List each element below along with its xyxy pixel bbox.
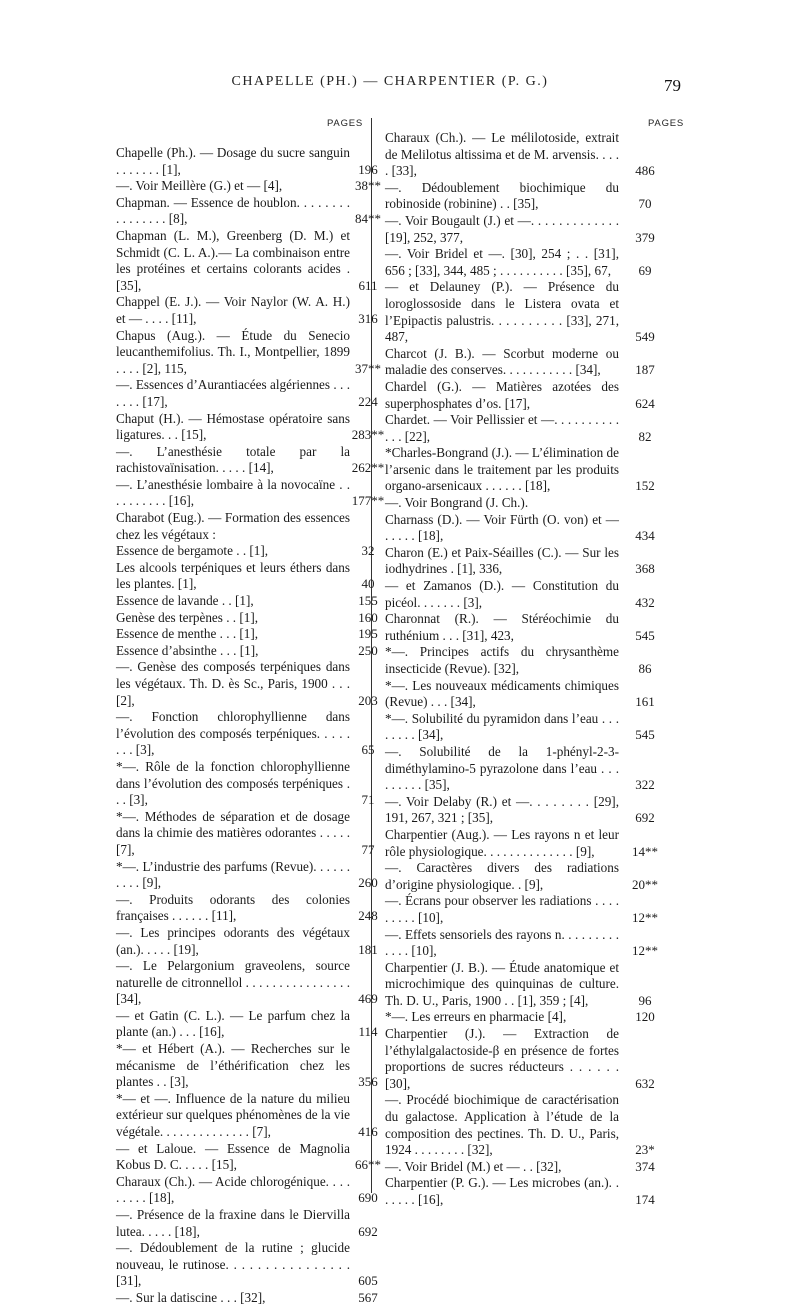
index-entry [116, 1041, 378, 1091]
entry-page: 195 [358, 626, 378, 642]
index-entry [385, 826, 658, 860]
index-entry [385, 378, 655, 412]
entry-text: Les alcools terpéniques et leurs éthers dans les plantes. [1], [116, 559, 350, 592]
index-entry [385, 544, 655, 578]
index-entry [385, 1009, 655, 1026]
entry-page: 567 [358, 1289, 378, 1305]
entry-page: 65 [361, 742, 375, 758]
entry-text: —. Voir Bridel (M.) et — . . [32], [385, 1158, 562, 1174]
index-entry [116, 958, 378, 1008]
entry-page: 20** [632, 876, 658, 892]
entry-page: 605 [358, 1273, 378, 1289]
entry-page: 120 [635, 1009, 655, 1025]
index-entry [116, 443, 385, 477]
entry-text: *— et Hébert (A.). — Recherches sur le mécanisme de l’éthérification chez les plantes . . [3], [116, 1041, 350, 1090]
index-entry [116, 609, 378, 627]
entry-text: —. L’anesthésie totale par la rachistovaïnisation. . . . . [14], [116, 443, 350, 476]
entry-text: *—. Rôle de la fonction chlorophyllienne dans l’évolution des composés terpéniques . . . [3], [116, 758, 350, 808]
entry-page: 187 [635, 362, 655, 378]
entry-page: 70 [638, 196, 652, 212]
entry-text: Charon (E.) et Paix-Séailles (C.). — Sur les iodhydrines . [1], 336, [385, 544, 619, 577]
entry-page: 12** [632, 909, 658, 925]
entry-page: 469 [358, 991, 378, 1007]
entry-text: —. Genèse des composés terpéniques dans les végétaux. Th. D. ès Sc., Paris, 1900 . . . [2], [116, 659, 350, 708]
index-entry [116, 377, 378, 410]
entry-page: 432 [635, 594, 655, 610]
index-entry [385, 445, 655, 495]
entry-page: 545 [635, 627, 655, 643]
entry-text: Charonnat (R.). — Stéréochimie du ruthénium . . . [31], 423, [385, 611, 619, 643]
index-entry [385, 677, 655, 711]
index-entry [116, 327, 381, 378]
index-entry [116, 543, 375, 560]
entry-text: Chapman (L. M.), Greenberg (D. M.) et Schmidt (C. L. A.).— La combinaison entre les protéines et certains colorants acides . [35], [116, 227, 350, 293]
index-column-left [116, 145, 385, 1307]
entry-text: — et Delauney (P.). — Présence du loroglossoside dans le Listera ovata et l’Epipactis palustris. . . . . . . . . . [33], 271, 487, [385, 279, 619, 345]
entry-text: —. Voir Delaby (R.) et —. . . . . . . . [29], 191, 267, 321 ; [35], [385, 793, 619, 826]
entry-text: —. Écrans pour observer les radiations . . . . . . . . . [10], [385, 893, 619, 925]
index-entry [385, 860, 658, 893]
index-entry [385, 130, 655, 180]
entry-page: 84** [355, 211, 381, 227]
entry-page: 692 [635, 810, 655, 826]
entry-text: *— et —. Influence de la nature du milieu extérieur sur quelques phénomènes de la vie végétale. . . . . . . . . . . . . . [7], [116, 1090, 350, 1140]
index-entry [385, 1092, 655, 1158]
entry-page: 203 [358, 692, 378, 708]
index-entry [116, 510, 350, 543]
index-entry [385, 926, 658, 960]
entry-page: 181 [358, 941, 378, 957]
index-entry [116, 194, 381, 228]
index-entry [116, 891, 378, 925]
entry-text: Essence de bergamote . . [1], [116, 543, 269, 559]
entry-text: —. Voir Bongrand (J. Ch.). [385, 495, 529, 511]
entry-text: *—. Solubilité du pyramidon dans l’eau . . . . . . . . [34], [385, 710, 619, 743]
index-entry [116, 476, 385, 510]
index-entry [385, 743, 655, 794]
entry-text: —. Voir Bougault (J.) et —. . . . . . . . . . . . . [19], 252, 377, [385, 212, 619, 245]
index-entry [116, 1207, 378, 1240]
index-entry [385, 1158, 655, 1176]
entry-text: Chapman. — Essence de houblon. . . . . . . . . . . . . . . . [8], [116, 194, 350, 227]
index-entry [385, 179, 652, 213]
entry-text: Chardet. — Voir Pellissier et —. . . . . . . . . . . . . [22], [385, 412, 619, 444]
index-entry [116, 659, 378, 709]
entry-page: 69 [638, 262, 652, 278]
pages-column-header-right: PAGES [648, 118, 685, 129]
entry-page: 32 [361, 543, 375, 559]
entry-text: Essence de lavande . . [1], [116, 593, 254, 609]
index-entry [116, 559, 375, 593]
entry-page: 177** [351, 493, 385, 509]
index-entry [385, 1175, 655, 1208]
entry-page: 37** [355, 360, 381, 376]
entry-text: Chapelle (Ph.). — Dosage du sucre sanguin . . . . . . . [1], [116, 145, 350, 177]
entry-page: 12** [632, 943, 658, 959]
entry-page: 374 [635, 1158, 655, 1174]
entry-text: —. Fonction chlorophyllienne dans l’évolution des composés terpéniques. . . . . . . . [3], [116, 709, 350, 758]
entry-page: 155 [358, 593, 378, 609]
entry-text: Genèse des terpènes . . [1], [116, 609, 259, 625]
entry-text: —. Produits odorants des colonies françaises . . . . . . [11], [116, 891, 350, 924]
entry-text: Essence de menthe . . . [1], [116, 626, 259, 642]
index-entry [385, 611, 655, 644]
entry-page: 692 [358, 1223, 378, 1239]
entry-page: 322 [635, 777, 655, 793]
entry-page: 690 [358, 1190, 378, 1206]
index-entry [385, 412, 652, 445]
entry-text: —. Voir Meillère (G.) et — [4], [116, 178, 283, 194]
index-entry [385, 246, 652, 279]
index-entry [116, 593, 378, 610]
entry-page: 23* [635, 1142, 655, 1158]
index-entry [385, 212, 655, 246]
entry-text: Charabot (Eug.). — Formation des essences chez les végétaux : [116, 510, 350, 542]
entry-text: Charcot (J. B.). — Scorbut moderne ou maladie des conserves. . . . . . . . . . . [34], [385, 345, 619, 378]
entry-text: —. Sur la datiscine . . . [32], [116, 1289, 266, 1305]
entry-text: —. Essences d’Aurantiacées algériennes . . . . . . . [17], [116, 377, 350, 409]
entry-text: —. Dédoublement biochimique du robinoside (robinine) . . [35], [385, 179, 619, 212]
index-entry [385, 511, 655, 545]
index-entry [385, 710, 655, 744]
entry-page: 632 [635, 1075, 655, 1091]
entry-page: 174 [635, 1192, 655, 1207]
index-entry [116, 294, 378, 327]
entry-text: Chardel (G.). — Matières azotées des superphosphates d’os. [17], [385, 378, 619, 411]
entry-page: 379 [635, 229, 655, 245]
entry-page: 316 [358, 310, 378, 326]
pages-column-header-left: PAGES [327, 118, 364, 129]
entry-page: 368 [635, 561, 655, 577]
entry-page: 82 [638, 428, 652, 444]
entry-page: 611 [358, 277, 378, 293]
index-entry [385, 959, 652, 1010]
entry-text: —. Dédoublement de la rutine ; glucide nouveau, le rutinose. . . . . . . . . . . . . . . . [31], [116, 1240, 350, 1289]
entry-page: 77 [361, 841, 375, 857]
entry-page: 160 [358, 609, 378, 625]
entry-text: *—. Principes actifs du chrysanthème insecticide (Revue). [32], [385, 644, 619, 676]
entry-page: 161 [635, 694, 655, 710]
index-entry [385, 345, 655, 379]
index-entry [116, 924, 378, 958]
entry-page: 71 [361, 792, 375, 808]
index-entry [116, 758, 375, 809]
entry-page: 248 [358, 908, 378, 924]
entry-page: 40 [361, 576, 375, 592]
index-entry [116, 227, 378, 294]
entry-text: Charpentier (J. B.). — Étude anatomique et microchimique des quinquinas de culture. Th. D. U., Paris, 1900 . . [1], 359 ; [4], [385, 959, 619, 1008]
entry-text: Chapus (Aug.). — Étude du Senecio leucanthemifolius. Th. I., Montpellier, 1899 . . . . [2], 115, [116, 327, 350, 376]
entry-text: — et Laloue. — Essence de Magnolia Kobus D. C. . . . . [15], [116, 1140, 350, 1173]
page-header [0, 74, 800, 98]
index-entry [116, 709, 375, 759]
entry-text: Charpentier (Aug.). — Les rayons n et leur rôle physiologique. . . . . . . . . . . . . . [9], [385, 826, 619, 859]
entry-page: 624 [635, 395, 655, 411]
entry-text: —. Caractères divers des radiations d’origine physiologique. . [9], [385, 860, 619, 892]
entry-page: 434 [635, 528, 655, 544]
index-entry [116, 410, 385, 444]
entry-text: Charaux (Ch.). — Le mélilotoside, extrait de Melilotus altissima et de M. arvensis. . . . . [33], [385, 130, 619, 179]
entry-text: *—. Méthodes de séparation et de dosage dans la chimie des matières odorantes . . . . . [7], [116, 808, 350, 857]
entry-page: 152 [635, 478, 655, 494]
index-entry [116, 178, 381, 195]
entry-text: Charaux (Ch.). — Acide chlorogénique. . . . . . . . . [18], [116, 1173, 350, 1206]
index-entry [116, 626, 378, 643]
entry-text: Charpentier (J.). — Extraction de l’éthylalgalactoside-β en présence de fortes proportions de sucres réducteurs . . . . . . [30], [385, 1026, 619, 1091]
entry-text: Charpentier (P. G.). — Les microbes (an.). . . . . . . [16], [385, 1175, 619, 1207]
entry-page: 66** [355, 1157, 381, 1173]
entry-text: —. Procédé biochimique de caractérisation du galactose. Application à l’étude de la composition des pectines. Th. D. U., Paris, 1924 . . . . . . . . [32], [385, 1092, 619, 1158]
entry-page: 38** [355, 178, 381, 194]
index-entry [116, 1289, 378, 1307]
index-entry [116, 808, 375, 859]
entry-page: 196 [358, 161, 378, 177]
entry-page: 486 [635, 163, 655, 179]
entry-text: —. Solubilité de la 1-phényl-2-3-diméthylamino-5 pyrazolone dans l’eau . . . . . . . . . [35], [385, 743, 619, 793]
entry-page: 262** [351, 460, 385, 476]
entry-page: 250 [358, 642, 378, 658]
index-entry [385, 1026, 655, 1092]
entry-page: 114 [358, 1024, 378, 1040]
entry-text: Chappel (E. J.). — Voir Naylor (W. A. H.) et — . . . . [11], [116, 294, 350, 326]
page-number: 79 [664, 76, 681, 95]
index-entry [116, 858, 378, 892]
entry-text: —. L’anesthésie lombaire à la novocaïne . . . . . . . . . . [16], [116, 476, 350, 509]
entry-page: 86 [638, 661, 652, 676]
entry-text: —. Le Pelargonium graveolens, source naturelle de citronnellol . . . . . . . . . . . . . . . . [34], [116, 958, 350, 1007]
entry-text: Chaput (H.). — Hémostase opératoire sans ligatures. . . [15], [116, 410, 350, 443]
entry-text: — et Gatin (C. L.). — Le parfum chez la plante (an.) . . . [16], [116, 1007, 350, 1040]
index-entry [116, 642, 378, 660]
entry-text: Charnass (D.). — Voir Fürth (O. von) et — . . . . . [18], [385, 511, 619, 544]
index-entry [116, 1173, 378, 1207]
index-entry [385, 893, 658, 926]
entry-text: *—. L’industrie des parfums (Revue). . . . . . . . . . [9], [116, 858, 350, 891]
entry-page: 14** [632, 843, 658, 859]
entry-text: —. Voir Bridel et —. [30], 254 ; . . [31], 656 ; [33], 344, 485 ; . . . . . . . . . . [35], 67, [385, 246, 619, 278]
entry-page: 96 [638, 992, 652, 1008]
entry-text: —. Effets sensoriels des rayons n. . . . . . . . . . . . . [10], [385, 926, 619, 959]
running-head: CHAPELLE (PH.) — CHARPENTIER (P. G.) [231, 74, 549, 89]
index-column-right [385, 130, 658, 1209]
entry-text: *Charles-Bongrand (J.). — L’élimination de l’arsenic dans le traitement par les produits organo-arsenicaux . . . . . . [18], [385, 445, 619, 494]
entry-text: — et Zamanos (D.). — Constitution du picéol. . . . . . . [3], [385, 578, 619, 610]
index-entry [116, 1007, 378, 1041]
entry-page: 416 [358, 1124, 378, 1140]
entry-text: —. Présence de la fraxine dans le Diervilla lutea. . . . . [18], [116, 1207, 350, 1239]
index-entry [385, 578, 655, 611]
index-entry [116, 1240, 378, 1290]
index-entry [385, 279, 655, 345]
entry-page: 224 [358, 393, 378, 409]
entry-text: *—. Les erreurs en pharmacie [4], [385, 1009, 567, 1025]
entry-page: 283** [351, 427, 385, 443]
index-entry [385, 495, 619, 512]
entry-page: 545 [635, 727, 655, 743]
entry-text: *—. Les nouveaux médicaments chimiques (Revue) . . . [34], [385, 677, 619, 710]
index-entry [116, 1140, 381, 1174]
index-entry [385, 644, 652, 677]
entry-text: —. Les principes odorants des végétaux (an.). . . . . [19], [116, 924, 350, 957]
index-entry [385, 793, 655, 827]
entry-text: Essence d’absinthe . . . [1], [116, 642, 259, 658]
entry-page: 260 [358, 875, 378, 891]
index-entry [116, 145, 378, 178]
entry-page: 549 [635, 329, 655, 345]
entry-page: 356 [358, 1074, 378, 1090]
index-entry [116, 1090, 378, 1141]
